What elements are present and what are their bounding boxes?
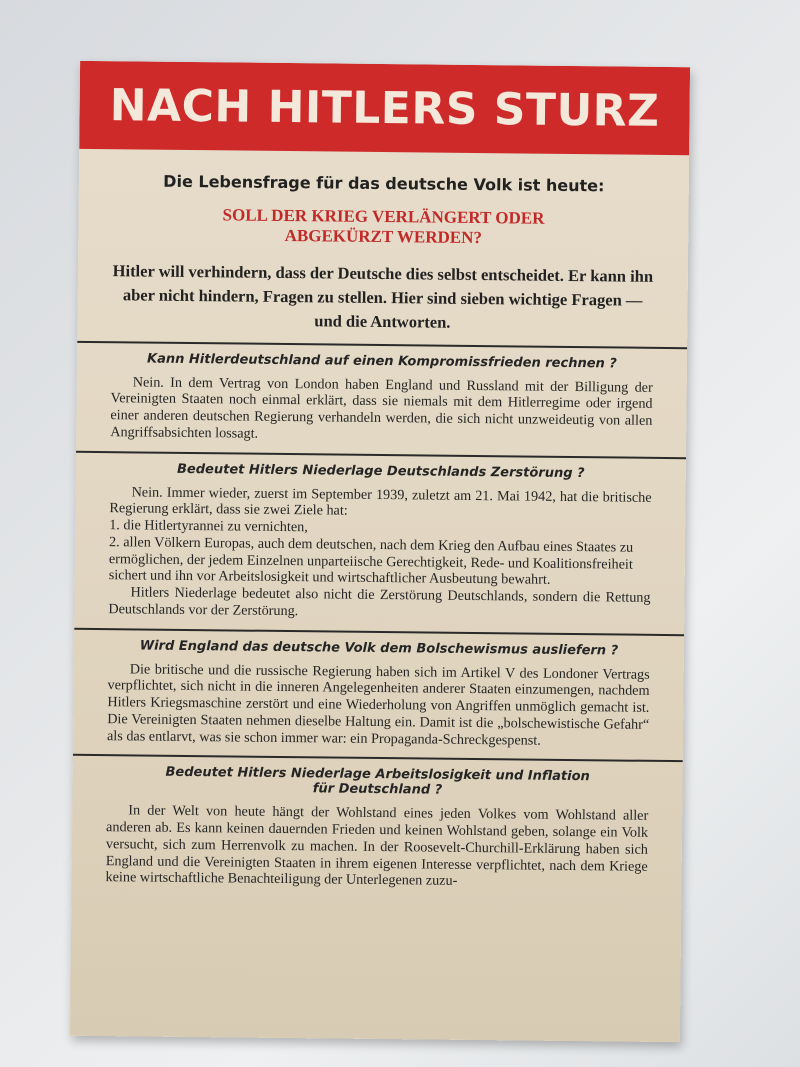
section-destruction xyxy=(74,450,686,633)
section-heading xyxy=(106,764,648,800)
heading-line-1: Bedeutet Hitlers Niederlage Arbeitslosigkeit und Inflation xyxy=(165,765,590,785)
intro-red-question xyxy=(112,204,654,250)
page-title: NACH HITLERS STURZ xyxy=(109,79,660,137)
section-text-intro: Nein. Immer wieder, zuerst im September 1939, zuletzt am 21. Mai 1942, hat die britische Regierung erklärt, dass sie zwei Ziele hat: xyxy=(109,483,652,519)
leaflet-page xyxy=(70,61,690,1042)
red-line-2: ABGEKÜRZT WERDEN? xyxy=(284,226,483,248)
section-text: Die britische und die russische Regierung haben sich im Artikel V des Londoner Vertrags verpflichtet, sich nicht in die inneren Angelegenheiten anderer Staaten einzumengen, nachdem Hitlers Kriegsmaschine zerstört und eine Wiederholung von Angriffen unmöglich gemacht ist. Die Vereinigten Staaten nehmen dieselbe Haltung ein. Damit ist die „bolschewistische Gefahr“ als das entlarvt, was sie schon immer war: ein Propaganda-Schreckgespenst. xyxy=(106,660,650,749)
section-heading: Kann Hitlerdeutschland auf einen Kompromissfrieden rechnen ? xyxy=(146,351,617,372)
list-item: 2. allen Völkern Europas, auch dem deutschen, nach dem Krieg den Aufbau eines Staates zu ermöglichen, der jedem Einzelnen unparteiische Gerechtigkeit, Rede- und Koalitionsfreiheit sichert und ihn vor Arbeitslosigkeit und wirtschaftlicher Ausbeutung bewahrt. xyxy=(108,533,634,589)
section-text: In der Welt von heute hängt der Wohlstand eines jeden Volkes vom Wohlstand aller anderen ab. Es kann keinen dauernden Frieden und keinen Wohlstand geben, solange ein Volk versucht, sich zum Herrenvolk zu machen. In der Roosevelt-Churchill-Erklärung haben sich England und die Vereinigten Staaten in ihrem eigenen Interesse verpflichtet, nach dem Kriege keine wirtschaftliche Benachteiligung der Unterlegenen zuzu- xyxy=(105,802,649,890)
red-line-1: SOLL DER KRIEG VERLÄNGERT ODER xyxy=(222,205,545,228)
title-banner xyxy=(79,61,690,155)
section-compromise-peace xyxy=(76,340,687,456)
section-bolshevism xyxy=(73,627,684,760)
heading-line-2: für Deutschland ? xyxy=(312,781,443,798)
intro-body: Hitler will verhindern, dass der Deutsche dies selbst entscheidet. Er kann ihn aber nicht hindern, Fragen zu stellen. Hier sind sieben wichtige Fragen — und die Antworten. xyxy=(112,260,654,332)
intro-question: Die Lebensfrage für das deutsche Volk ist heute: xyxy=(163,171,605,196)
section-text-end: Hitlers Niederlage bedeutet also nicht die Zerstörung Deutschlands, sondern die Rettung Deutschlands vor der Zerstörung. xyxy=(108,584,651,619)
section-heading: Bedeutet Hitlers Niederlage Deutschlands Zerstörung ? xyxy=(176,461,585,481)
intro-block xyxy=(77,149,689,347)
goals-list xyxy=(109,517,652,590)
section-heading: Wird England das deutsche Volk dem Bolschewismus ausliefern ? xyxy=(139,638,619,659)
section-unemployment xyxy=(71,754,682,902)
list-item: 1. die Hitlertyrannei zu vernichten, xyxy=(109,517,308,536)
section-text: Nein. In dem Vertrag von London haben England und Russland mit der Billigung der Vereinigten Staaten noch einmal erklärt, dass sie niemals mit dem Hitlerregime oder irgend einer anderen deutschen Regierung verhandeln werden, die sich nicht unzweideutig von allen Angriffsabsichten lossagt. xyxy=(110,373,653,442)
